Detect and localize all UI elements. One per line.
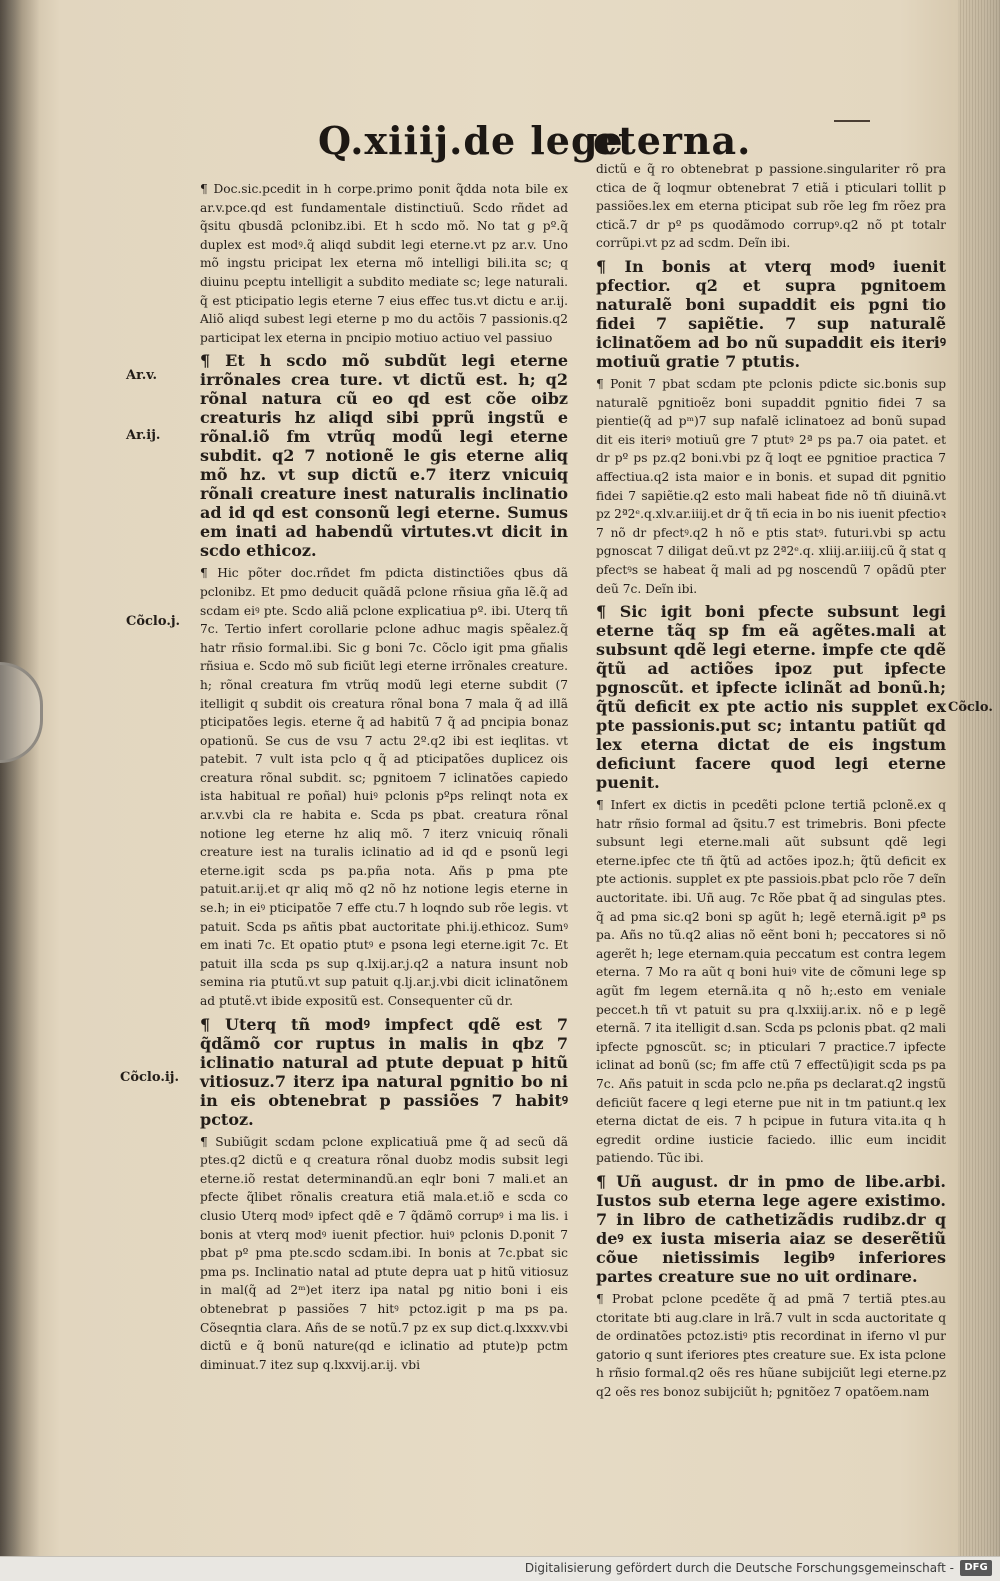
paragraph: dictũ e q̃ ro obtenebrat p passione.singulariter rõ pra ctica de q̃ loqmur obtenebrat 7 etiã i pticulari tollit p passiões.lex em eterna pticipat sub rõe leg fm rõez pra cticã.7 dr pº ps quodãmodo corrupꝰ.q2 nõ pt totalr corrũpi.vt pz ad scdm. Deĩn ibi. <box>596 162 946 251</box>
margin-note-conclusio-1: Cõclo.j. <box>126 614 181 629</box>
margin-note-conclusio-3: Cõclo. <box>948 700 993 715</box>
left-text-column <box>200 180 568 1378</box>
paragraph: ¶ Sic igit boni pfecte subsunt legi eterne tãq sp fm eã agẽtes.mali at subsunt qdẽ legi eterne. impfe cte qdẽ q̃tũ ad actiões ipoz put ipfecte pgnoscũt. et ipfecte iclinãt ad bonũ.h; q̃tũ deficit ex pte actio nis supplet ex pte passionis.put sc; intantu patiũt qd lex eterna dictat de eis ingstum deficiunt facere quod legi eterne puenit. <box>596 602 946 793</box>
page-edges <box>958 0 1000 1560</box>
gutter-shadow <box>0 0 40 1581</box>
paragraph: ¶ Doc.sic.pcedit in h corpe.primo ponit q̃dda nota bile ex ar.v.pce.qd est fundamentale distinctiuũ. Scdo rñdet ad q̃situ qbusdã pclonibz.ibi. Et h scdo mõ. No tat g pº.q̃ duplex est modꝰ.q̃ aliqd subdit legi eterne.vt pz ar.v. Uno mõ ingstu pricipat lex eterna mõ intelligi bili.ita sc; q diuinu pceptu intelligit a subdito mediate sc; lege naturali. q̃ est pticipatio legis eterne 7 eius effec tus.vt dictu e ar.ij. Aliõ aliqd subest legi eterne p mo du actõis 7 passionis.q2 participat lex eterna in pncipio motiuo actiuo vel passiuo <box>200 182 568 345</box>
paragraph: ¶ Uterq tñ modꝰ impfect qdẽ est 7 q̃dãmõ cor ruptus in malis in qbz 7 iclinatio natural ad ptute depuat p hitũ vitiosuz.7 iterz ipa natural pgnitio bo ni in eis obtenebrat p passiões 7 habitꝰ pctoz. <box>200 1014 568 1129</box>
footer-credit: Digitalisierung gefördert durch die Deutsche Forschungsgemeinschaft - <box>524 1561 954 1575</box>
paragraph: ¶ Uñ august. dr in pmo de libe.arbi. Iustos sub eterna lege agere existimo. 7 in libro de cathetizãdis rudibz.dr q deꝰ ex iusta miseria aiaz se deserẽtiũ cõue nietissimis legibꝰ inferiores partes creature sue no uit ordinare. <box>596 1171 946 1286</box>
footer-bar <box>0 1556 1000 1581</box>
paragraph: ¶ Et h scdo mõ subdũt legi eterne irrõnales crea ture. vt dictũ est. h; q2 rõnal natura cũ eo qd est cõe oibz creaturis hz aliqd sibi pprũ ingstũ e rõnal.iõ fm vtrũq modũ legi eterne subdit. q2 7 notionẽ le gis eterne aliq mõ hz. vt sup dictũ e.7 iterz vnicuiq rõnali creature inest naturalis inclinatio ad id qd est consonũ legi eterne. Sumus em inati ad habendũ virtutes.vt dicit in scdo ethicoz. <box>200 351 568 561</box>
paragraph: ¶ Infert ex dictis in pcedẽti pclone tertiã pclonẽ.ex q hatr rñsio formal ad q̃situ.7 est trimebris. Boni pfecte subsunt legi eterne.mali aũt subsunt qdẽ legi eterne.ipfec cte tñ q̃tũ ad actões ipoz.h; q̃tũ deficit ex pte actionis. supplet ex pte passiois.pbat pclo rõe 7 deĩn auctoritate. ibi. Uñ aug. 7c Rõe pbat q̃ ad singulas ptes. q̃ ad pma sic.q2 boni sp agũt h; legẽ eternã.igit pª ps pa. Añs no tũ.q2 alias nõ eẽnt boni h; peccatores si nõ agerẽt h; lege eternam.quia peccatum est contra legem eterna. 7 Mo ra aũt q boni huiꝰ vite de cõmuni lege sp agũt fm legem eternã.ita q nõ h;.esto em veniale peccet.h tñ vt patuit su pra q.lxxiij.ar.ix. nõ e p legẽ eternã. 7 ita itelligit d.san. Scda ps pclonis pbat. q2 mali ipfecte pgnoscũt. sc; in pticulari 7 practice.7 ipfecte iclinat ad bonũ (sc; fm affe ctũ 7 effectũ)igit scda ps pa 7c. Añs patuit in scda pclo ne.pña ps declarat.q2 ingstũ deficiũt facere q legi eterne pue nit in tm patiunt.q lex eterna dictat de eis. 7 h pcipue in futura vita.ita q h egredit ordine iusticie faciedo. illic eum incidit patiendo. Tũc ibi. <box>596 798 946 1166</box>
margin-note-ar-v: Ar.v. <box>126 368 158 383</box>
dfg-logo-icon: DFG <box>960 1560 992 1576</box>
header-right: eterna. <box>593 118 752 163</box>
paragraph: ¶ Ponit 7 pbat scdam pte pclonis pdicte sic.bonis sup naturalẽ pgnitioẽz boni supaddit pgnitio fidei 7 sa pientie(q̃ ad pᵐ)7 sup nafalẽ iclinatoez ad bonũ supad dit eis iteriꝰ motiuũ gre 7 ptutꝰ 2ª ps pa.7 oia patet. et dr pº ps pz.q2 boni.vbi pz q̃ loqt ee pgnitioe practica 7 affectiua.q2 ista maior e in bonis. et supad dit pgnitio fidei 7 sapiẽtie.q2 esto mali habeat fide nõ tñ diuinã.vt pz 2ª2ᵉ.q.xlv.ar.iiij.et dr q̃ tñ ecia in bo nis iuenit pfectioꝛ 7 nõ dr pfectꝰ.q2 h nõ e ptis statꝰ. futuri.vbi sp actu pgnoscat 7 diligat deũ.vt pz 2ª2ᵉ.q. xliij.ar.iiij.cũ q̃ stat q pfectꝰs se habeat q̃ mali ad pg noscendũ 7 opãdũ pter deũ 7c. Deĩn ibi. <box>596 376 946 596</box>
paragraph: ¶ Subiũgit scdam pclone explicatiuã pme q̃ ad secũ dã ptes.q2 dictũ e q creatura rõnal duobz modis subsit legi eterne.iõ restat determinandũ.an eqlr boni 7 mali.et an pfecte q̃libet rõnalis creatura etiã mala.et.iõ e scda co clusio Uterq modꝰ ipfect qdẽ e 7 q̃dãmõ corrupꝰ i ma lis. i bonis at vterq modꝰ iuenit pfectior. huiꝰ pclonis D.ponit 7 pbat pº pma pte.scdo scdam.ibi. In bonis at 7c.pbat sic pma ps. Inclinatio natal ad ptute depra uat p hitũ vitiosuz in mal(q̃ ad 2ᵐ)et iterz ipa natal pg nitio boni i eis obtenebrat p passiões 7 hitꝰ pctoz.igit p ma ps pa. Cõseqntia clara. Añs de se notũ.7 pz ex sup dict.q.lxxxv.vbi dictũ e q̃ bonũ nature(qd e iclinatio ad ptute)p pctm diminuat.7 itez sup q.lxxvij.ar.ij. vbi <box>200 1134 568 1372</box>
header-ornament <box>834 120 870 150</box>
margin-note-ar-ii: Ar.ij. <box>126 428 161 443</box>
header-left: Q.xiiij.de lege <box>318 118 624 163</box>
right-text-column <box>596 160 946 1406</box>
margin-note-conclusio-2: Cõclo.ij. <box>120 1070 180 1085</box>
paragraph: ¶ Probat pclone pcedẽte q̃ ad pmã 7 tertiã ptes.au ctoritate bti aug.clare in lrã.7 vult in scda auctoritate q de ordinatões pctoz.istiꝰ ptis recordinat in iferno vl pur gatorio q sunt iferiores ptes creature sue. Ex ista pclone h rñsio formal.q2 oẽs res hũane subijciũt legi eterne.pz q2 oẽs res bonoz subijciũt h; pgnitõez 7 opatõem.nam <box>596 1291 946 1399</box>
paragraph: ¶ In bonis at vterq modꝰ iuenit pfectior. q2 et supra pgnitoem naturalẽ boni supaddit eis pgni tio fidei 7 sapiẽtie. 7 sup naturalẽ iclinatõem ad bo nũ supaddit eis iteriꝰ motiuũ gratie 7 ptutis. <box>596 256 946 371</box>
paragraph: ¶ Hic põter doc.rñdet fm pdicta distinctiões qbus dã pclonibz. Et pmo deducit quãdã pclone rñsiua gña lẽ.q̃ ad scdam eiꝰ pte. Scdo aliã pclone explicatiua pº. ibi. Uterq tñ 7c. Tertio infert corollarie pclone adhuc magis spẽalez.q̃ hatr rñsio formal.ibi. Sic g boni 7c. Cõclo igit pma gñalis rñsiua e. Scdo mõ sub ficiũt legi eterne irrõnales creature. h; rõnal creatura fm vtrũq modũ legi eterne subdit (7 itelligit q subdit ois creatura rõnal bona 7 mala q̃ ad illã pticipatões legis. eterne q̃ ad habitũ 7 q̃ ad pncipia bonaz opationũ. Se cus de vsu 7 actu 2º.q2 ibi est ieqlitas. vt patebit. 7 vult ista pclo q q̃ ad pticipatões duplicez ois creatura rõnal subdit. sc; pgnitoem 7 iclinatões capiedo ista habitual re poñal) huiꝰ pclonis pºps relinqt nota ex ar.v.vbi cla re habita e. Scda ps pbat. creatura rõnal notione leg eterne hz aliq mõ. 7 iterz vnicuiq rõnali creature iest na turalis iclinatio ad id qd e psonũ legi eterne.igit scda ps pa.pña nota. Añs p pma pte patuit.ar.ij.et qr aliq mõ q2 nõ hz notione legis eterne in se.h; in eiꝰ pticipatõe 7 effe ctu.7 h loqndo sub rõe legis. vt patuit. Scda ps añtis pbat auctoritate phi.ij.ethicoz. Sumꝰ em inati 7c. Et opatio ptutꝰ e psona legi eterne.igit 7c. Et patuit illa scda ps sup q.lxij.ar.j.q2 a natura insunt nob semina ria ptutũ.vt sup patuit q.lj.ar.j.vbi dicit iclinatõnem ad ptutẽ.vt ibide expositũ est. Consequenter cũ dr. <box>200 566 568 1008</box>
